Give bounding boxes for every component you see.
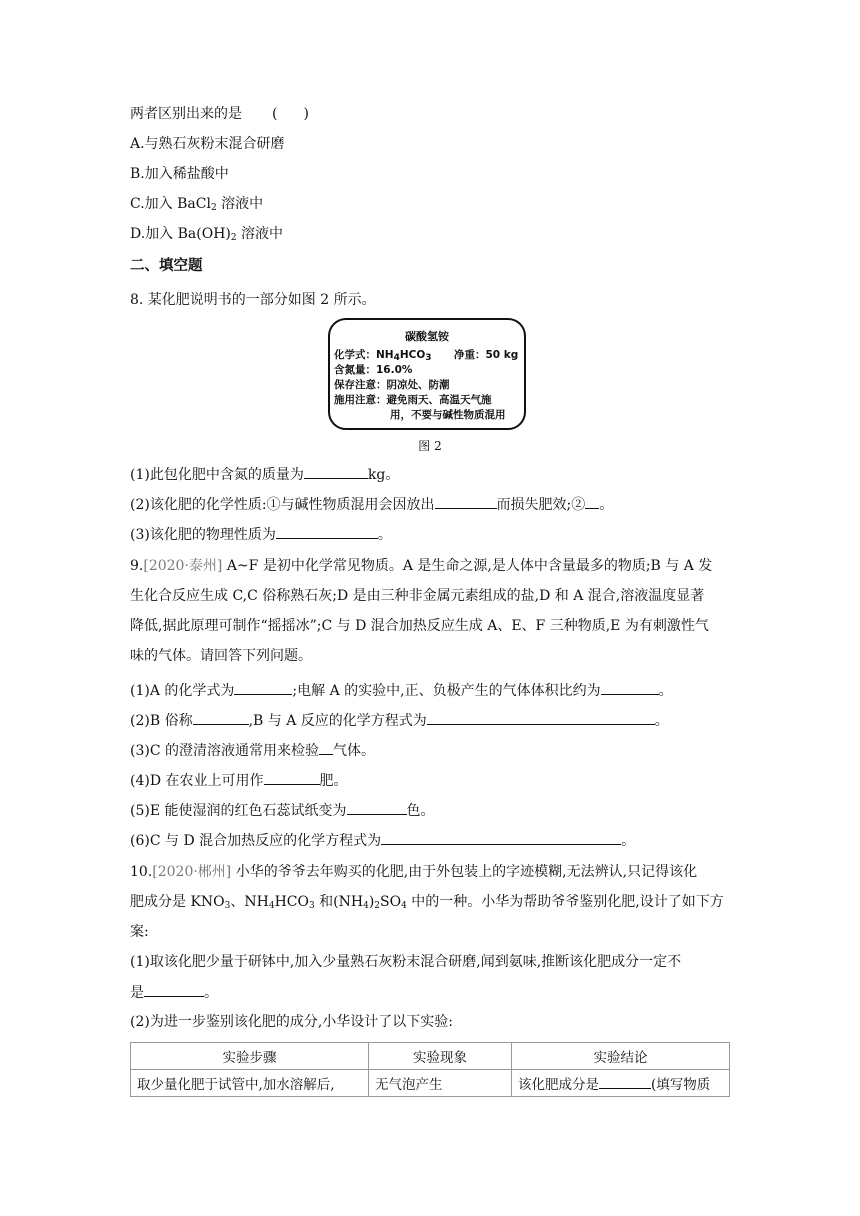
q10-part1-line1: (1)取该化肥少量于研钵中,加入少量熟石灰粉末混合研磨,闻到氨味,推断该化肥成分一定不 [130, 954, 682, 970]
q9-part1: (1)A 的化学式为 ;电解 A 的实验中,正、负极产生的气体体积比约为 。 [130, 680, 673, 701]
q9-part3: (3)C 的澄清溶液通常用来检验 气体。 [130, 740, 375, 761]
q9-line2: 生化合反应生成 C,C 俗称熟石灰;D 是由三种非金属元素组成的盐,D 和 A 混合,溶液温度显著 [130, 588, 705, 604]
option-a-text: A.与熟石灰粉末混合研磨 [130, 136, 285, 152]
table-header: 实验现象 [369, 1043, 512, 1070]
q9-line3: 降低,据此原理可制作“摇摇冰”;C 与 D 混合加热反应生成 A、E、F 三种物质,E 为有刺激性气 [130, 618, 709, 634]
q7-stem: 两者区别出来的是 [130, 106, 242, 122]
label-usage-line2: 用，不要与碱性物质混用 [390, 409, 506, 421]
q10-part1-line2: 是 。 [130, 982, 218, 1003]
table-row [131, 1070, 730, 1097]
option-c-suffix: 溶液中 [216, 196, 264, 212]
figure-caption: 图 2 [418, 439, 442, 453]
q9-part4: (4)D 在农业上可用作 肥。 [130, 770, 348, 791]
answer-blank[interactable] [599, 1074, 651, 1089]
answer-blank[interactable] [427, 710, 655, 725]
q10-part2: (2)为进一步鉴别该化肥的成分,小华设计了以下实验: [130, 1014, 453, 1030]
q7-option-c [130, 194, 263, 214]
answer-blank[interactable] [435, 494, 497, 509]
label-formula: 化学式：$NH_4HCO_3$ [334, 349, 432, 363]
q7-option-a [130, 134, 285, 154]
q8-part1: (1)此包化肥中含氮的质量为 kg。 [130, 464, 399, 485]
experiment-table [130, 1042, 730, 1097]
option-d-suffix: 溶液中 [236, 226, 284, 242]
q8-part3: (3)该化肥的物理性质为 。 [130, 524, 392, 545]
q10-source: [2020·郴州] [152, 864, 232, 880]
q7-option-d [130, 224, 283, 244]
option-b-text: B.加入稀盐酸中 [130, 166, 229, 182]
label-storage: 保存注意：阴凉处、防潮 [334, 379, 450, 391]
section-heading: 二、填空题 [130, 258, 203, 274]
answer-blank[interactable] [234, 680, 292, 695]
q10-line2: 肥成分是 $KNO_3$、$NH_4HCO_3$ 和$(NH_4)_2SO_4$ 中的一种。小华为帮助爷爷鉴别化肥,设计了如下方 [130, 894, 724, 911]
label-nitrogen: 含氮量：16.0% [334, 364, 413, 376]
table-header-row [131, 1043, 730, 1070]
q10-line3: 案: [130, 924, 149, 940]
label-usage-line1: 施用注意：避免雨天、高温天气施 [334, 394, 492, 406]
option-d-text: D.加入 Ba(OH) [130, 226, 231, 242]
answer-blank[interactable] [304, 464, 368, 479]
answer-blank[interactable] [319, 740, 333, 755]
table-header: 实验步骤 [131, 1043, 369, 1070]
answer-blank[interactable] [144, 982, 204, 997]
answer-paren-close: ) [303, 106, 309, 122]
answer-blank[interactable] [381, 830, 621, 845]
answer-blank[interactable] [264, 770, 320, 785]
q9-line4: 味的气体。请回答下列问题。 [130, 648, 312, 664]
q10-line1: 10.[2020·郴州] 小华的爷爷去年购买的化肥,由于外包装上的字迹模糊,无法辨认,只记得该化 [130, 864, 698, 880]
table-cell-conclusion: 该化肥成分是 (填写物质 [512, 1070, 730, 1097]
q9-line1: 9.[2020·泰州] A~F 是初中化学常见物质。A 是生命之源,是人体中含量最多的物质;B 与 A 发 [130, 558, 713, 574]
answer-paren-open: ( [272, 106, 278, 122]
q9-part6: (6)C 与 D 混合加热反应的化学方程式为 。 [130, 830, 635, 851]
q8-part2: (2)该化肥的化学性质:①与碱性物质混用会因放出 而损失肥效;② 。 [130, 494, 613, 515]
label-net-weight: 净重：50 kg [454, 349, 519, 361]
q9-part5: (5)E 能使湿润的红色石蕊试纸变为 色。 [130, 800, 435, 821]
answer-blank[interactable] [193, 710, 249, 725]
q9-part2: (2)B 俗称 ,B 与 A 反应的化学方程式为 。 [130, 710, 669, 731]
answer-blank[interactable] [347, 800, 407, 815]
option-c-subscript: 2 [210, 203, 217, 213]
option-c-text: C.加入 BaCl [130, 196, 211, 212]
option-d-subscript: 2 [230, 233, 237, 243]
answer-blank[interactable] [276, 524, 378, 539]
label-title: 碳酸氢铵 [405, 330, 449, 343]
table-cell-phenomenon: 无气泡产生 [369, 1070, 512, 1097]
table-cell-step: 取少量化肥于试管中,加水溶解后, [131, 1070, 369, 1097]
table-header: 实验结论 [512, 1043, 730, 1070]
q8-stem: 8. 某化肥说明书的一部分如图 2 所示。 [130, 292, 376, 308]
q7-stem-line [130, 104, 309, 124]
fertilizer-label [328, 318, 526, 430]
answer-blank[interactable] [601, 680, 659, 695]
q7-option-b [130, 164, 229, 184]
answer-blank[interactable] [585, 494, 599, 509]
q9-source: [2020·泰州] [143, 558, 223, 574]
